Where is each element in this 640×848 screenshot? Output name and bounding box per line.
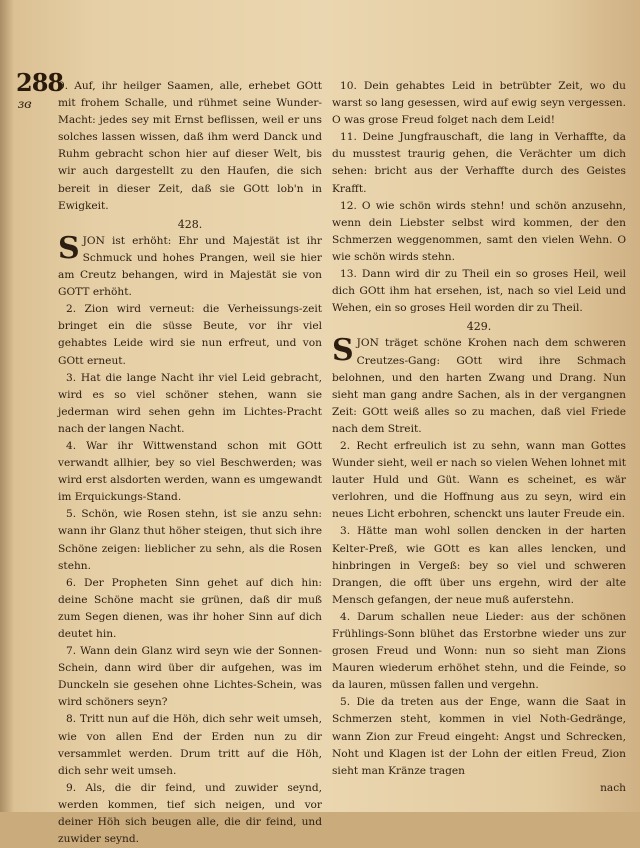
verse: 2. Zion wird verneut: die Verheissungs-zeit bringet ein die süsse Beute, vor ihr viel gehabtes Leide wird sie nun erfreut, und von GOtt erneut. <box>58 303 322 367</box>
verse: 5. Schön, wie Rosen stehn, ist sie anzu sehn: wann ihr Glanz thut höher steigen, thut sich ihre Schöne zeigen: lieblicher zu sehn, als die Rosen stehn. <box>58 508 322 572</box>
verse: 12. O wie schön wirds stehn! und schön anzusehn, wenn dein Liebster selbst wird kommen, der den Schmerzen weggenommen, samt den vielen Wehn. O wie schön wirds stehn. <box>332 199 626 263</box>
hymn-429-first-verse: JON träget schöne Krohen nach dem schweren Creutzes-Gang: GOtt wird ihre Schmach belohnen, und den harten Zwang und Drang. Nun sieht man gang andre Sachen, als in der vergangnen Zeit: GOtt weiß alles so zu machen, daß viel Friede nach dem Streit. <box>332 337 626 435</box>
right-column <box>332 78 626 797</box>
verse: 3. Hätte man wohl sollen dencken in der harten Kelter-Preß, wie GOtt es kan alles lencken, und hinbringen in Vergeß: bey so viel und schweren Drangen, die offt über uns ergehn, wird der alte Mensch gefangen, der neue muß auferstehn. <box>332 525 626 606</box>
verse: 9. Als, die dir feind, und zuwider seynd, werden kommen, tief sich neigen, und vor deiner Höh sich beugen alle, die dir feind, und zuwider seynd. <box>58 781 322 846</box>
hymn-number-428: 428. <box>177 217 203 231</box>
hymn-number-429: 429. <box>466 320 492 334</box>
verse: 7. Wann dein Glanz wird seyn wie der Sonnen-Schein, dann wird über dir aufgehen, was im Dunckeln sie gesehen ohne Lichtes-Schein, was wird schöners seyn? <box>58 645 322 709</box>
hymn-428-opening <box>58 230 322 301</box>
catchword: nach <box>600 781 626 794</box>
drop-cap: S <box>58 230 80 266</box>
verse-continuation: 9. Auf, ihr heilger Saamen, alle, erhebet GOtt mit frohem Schalle, und rühmet seine Wunder-Macht: jedes sey mit Ernst beflissen, weil er uns solches lassen wissen, daß ihm werd Danck und Ruhm gebracht schon hier auf dieser Welt, bis wir auch dargestellt zu den Haufen, die sich bereit in dieser Zeit, daß sie GOtt lob'n in Ewigkeit. <box>58 80 322 212</box>
verse: 6. Der Propheten Sinn gehet auf dich hin: deine Schöne macht sie grünen, daß dir muß zum Segen dienen, was ihr hoher Sinn auf dich deutet hin. <box>58 576 322 640</box>
verse: 3. Hat die lange Nacht ihr viel Leid gebracht, wird es so viel schöner stehen, wann sie jederman wird sehen gehn im Lichtes-Pracht nach der langen Nacht. <box>58 371 322 435</box>
hymn-429-opening <box>332 335 626 438</box>
verse: 10. Dein gehabtes Leid in betrübter Zeit, wo du warst so lang gesessen, wird auf ewig seyn vergessen. O was grose Freud folget nach dem Leid! <box>332 80 626 127</box>
page-edge-shadow <box>0 0 14 812</box>
verse: 4. Darum schallen neue Lieder: aus der schönen Frühlings-Sonn blühet das Erstorbne wieder uns zur grosen Freud und Wonn: nun so sieht man Zions Mauren wiederum erhöhet stehn, und die Feinde, so da lauren, müssen fallen und vergehn. <box>332 610 626 692</box>
verse: 4. War ihr Wittwenstand schon mit GOtt verwandt allhier, bey so viel Beschwerden; was wird erst alsdorten werden, wann es umgewandt im Erquickungs-Stand. <box>58 439 322 504</box>
verse: 5. Die da treten aus der Enge, wann die Saat in Schmerzen steht, kommen in viel Noth-Gedränge, wann Zion zur Freud eingeht: Angst und Schrecken, Noht und Klagen ist der Lohn der eitlen Freud, Zion sieht man Kränze tragen <box>332 696 626 777</box>
verse: 13. Dann wird dir zu Theil ein so groses Heil, weil dich GOtt ihm hat ersehen, ist, nach so viel Leid und Wehen, ein so groses Heil worden dir zu Theil. <box>332 268 626 315</box>
margin-mark: ɜɞ <box>18 97 32 111</box>
page-number: 288 <box>16 68 64 97</box>
drop-cap: S <box>332 333 354 369</box>
hymn-428-first-verse: JON ist erhöht: Ehr und Majestät ist ihr Schmuck und hohes Prangen, weil sie hier am Creutz behangen, wird in Majestät sie von GOTT erhöht. <box>58 234 322 299</box>
verse: 8. Tritt nun auf die Höh, dich sehr weit umseh, wie von allen End der Erden nun zu dir versammlet werden. Drum tritt auf die Höh, dich sehr weit umseh. <box>58 713 322 777</box>
verse: 11. Deine Jungfrauschaft, die lang in Verhaffte, da du musstest traurig gehen, die Verächter um dich sehen: bricht aus der Verhaffte durch des Geistes Krafft. <box>332 131 626 195</box>
left-column <box>58 78 322 848</box>
verse: 2. Recht erfreulich ist zu sehn, wann man Gottes Wunder sieht, weil er nach so vielen Wehen lohnet mit lauter Huld und Güt. Wann es scheinet, es wär verlohren, und die Hoffnung aus zu seyn, wird ein neues Licht erbohren, schenckt uns lauter Freude ein. <box>332 439 626 521</box>
